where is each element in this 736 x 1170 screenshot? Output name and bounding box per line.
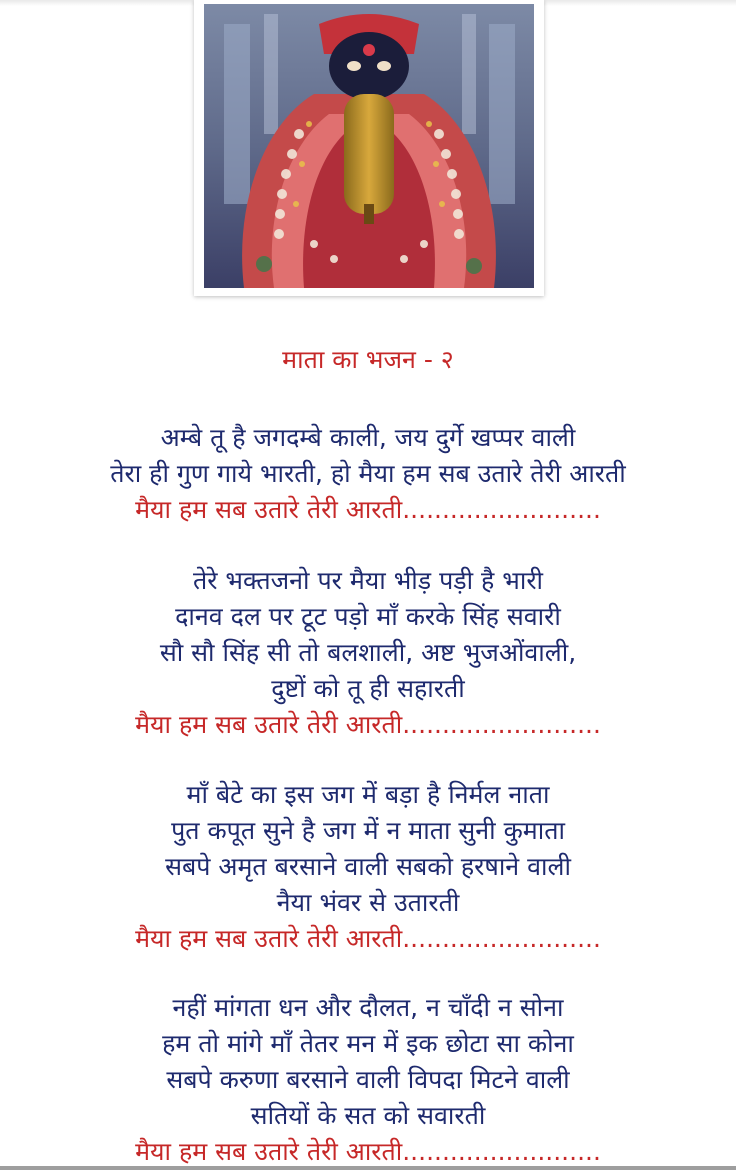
deity-image-card (194, 0, 544, 296)
page-title: माता का भजन - २ (282, 345, 454, 374)
verse-line: दुष्टों को तू ही सहारती (271, 674, 465, 703)
verse-line: माँ बेटे का इस जग में बड़ा है निर्मल नाता (186, 780, 550, 809)
verse-line: तेरे भक्तजनो पर मैया भीड़ पड़ी है भारी (192, 566, 544, 595)
verse-line: सौ सौ सिंह सी तो बलशाली, अष्ट भुजओंवाली, (159, 638, 577, 667)
deity-image (204, 4, 534, 288)
refrain-line: मैया हम सब उतारे तेरी आरती......................... (135, 710, 601, 739)
verse-line: नैया भंवर से उतारती (276, 888, 460, 917)
stanza-4 (0, 990, 736, 1170)
verse-line: पुत कपूत सुने है जग में न माता सुनी कुमाता (171, 816, 565, 845)
verse-line: सबपे करुणा बरसाने वाली विपदा मिटने वाली (166, 1065, 570, 1094)
verse-line: हम तो मांगे माँ तेतर मन में इक छोटा सा कोना (162, 1029, 574, 1058)
verse-line: अम्बे तू है जगदम्बे काली, जय दुर्गे खप्पर वाली (160, 423, 576, 452)
verse-line: तेरा ही गुण गाये भारती, हो मैया हम सब उतारे तेरी आरती (110, 459, 626, 488)
verse-line: सबपे अमृत बरसाने वाली सबको हरषाने वाली (165, 852, 571, 881)
refrain-line: मैया हम सब उतारे तेरी आरती......................... (135, 1137, 601, 1166)
stanza-3 (0, 777, 736, 957)
stanza-2 (0, 563, 736, 743)
verse-line: दानव दल पर टूट पड़ो माँ करके सिंह सवारी (175, 602, 561, 631)
refrain-line: मैया हम सब उतारे तेरी आरती......................... (135, 924, 601, 953)
refrain-line: मैया हम सब उतारे तेरी आरती......................... (135, 495, 601, 524)
bottom-edge (0, 1166, 736, 1170)
verse-line: नहीं मांगता धन और दौलत, न चाँदी न सोना (172, 993, 564, 1022)
verse-line: सतियों के सत को सवारती (250, 1101, 486, 1130)
stanza-1 (0, 420, 736, 528)
